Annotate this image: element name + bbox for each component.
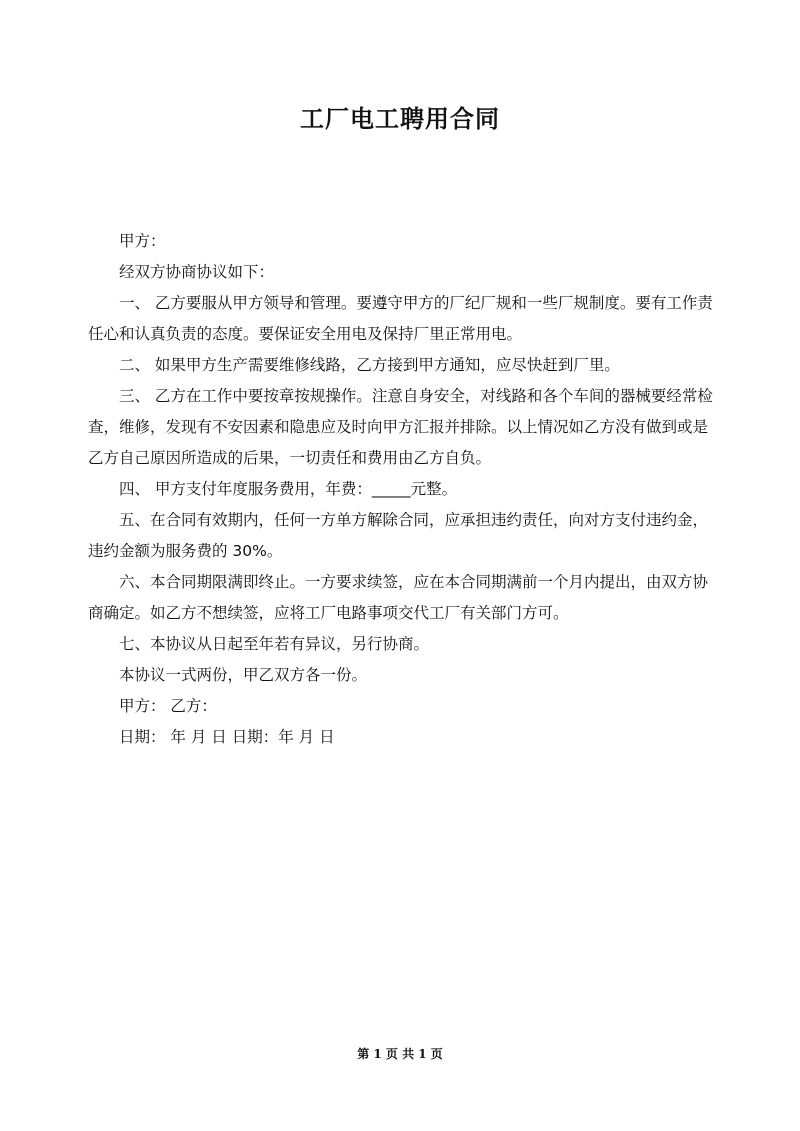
document-title: 工厂电工聘用合同: [300, 105, 500, 133]
signature-dates: 日期： 年 月 日 日期：年 月 日: [119, 728, 335, 746]
copies-statement: 本协议一式两份，甲乙双方各一份。: [119, 666, 368, 684]
clause-5: 五、在合同有效期内，任何一方单方解除合同，应承担违约责任，向对方支付违约金，违约金额为服务费的 30%。: [88, 511, 709, 560]
clause-6: 六、本合同期限满即终止。一方要求续签，应在本合同期满前一个月内提出，由双方协商确定。如乙方不想续签，应将工厂电路事项交代工厂有关部门方可。: [88, 573, 709, 622]
clause-4: 四、 甲方支付年度服务费用，年费：_____元整。: [119, 480, 458, 498]
document-body: [88, 226, 714, 753]
agreement-intro: 经双方协商协议如下：: [119, 263, 275, 281]
page-number: 第 1 页 共 1 页: [357, 1047, 443, 1061]
clause-3: 三、 乙方在工作中要按章按规操作。注意自身安全，对线路和各个车间的器械要经常检查，维修，发现有不安因素和隐患应及时向甲方汇报并排除。以上情况如乙方没有做到或是乙方自己原因所造成的后果，一切责任和费用由乙方自负。: [88, 387, 713, 467]
clause-1: 一、 乙方要服从甲方领导和管理。要遵守甲方的厂纪厂规和一些厂规制度。要有工作责任心和认真负责的态度。要保证安全用电及保持厂里正常用电。: [88, 294, 713, 343]
clause-7: 七、本协议从日起至年若有异议，另行协商。: [119, 635, 430, 653]
clause-2: 二、 如果甲方生产需要维修线路，乙方接到甲方通知，应尽快赶到厂里。: [119, 356, 620, 374]
party-a-line: 甲方：: [119, 232, 166, 250]
signature-parties: 甲方： 乙方：: [119, 697, 217, 715]
